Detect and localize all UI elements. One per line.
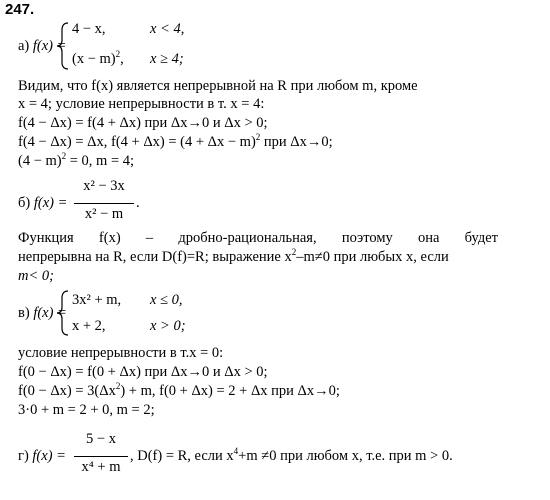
part-a-line-5-main: (4 − m) xyxy=(18,153,62,169)
part-b-text-2-exponent: 2 xyxy=(291,247,297,257)
part-a-line-3: f(4 − Δx) = f(4 + Δx) при Δx→0 и Δx > 0; xyxy=(18,115,268,131)
part-g-denominator: x⁴ + m xyxy=(81,459,121,475)
part-a-brace xyxy=(56,22,70,70)
part-v-line-2: f(0 − Δx) = f(0 + Δx) при Δx→0 и Δx > 0; xyxy=(18,364,268,380)
part-a-case2-comma: , xyxy=(120,51,124,67)
part-v-text-1: условие непрерывности в т.x = 0: xyxy=(18,345,224,361)
part-a-case1-expression: 4 − x, xyxy=(72,21,106,37)
part-v-brace xyxy=(56,290,70,336)
part-a-line-4-exponent: 2 xyxy=(255,132,261,142)
part-a-case2-condition: x ≥ 4; xyxy=(150,51,184,67)
part-a-line-5-tail: = 0, m = 4; xyxy=(66,153,135,169)
part-v-line-3-exponent: 2 xyxy=(115,381,121,391)
part-g-heading xyxy=(18,448,66,465)
part-g-domain-exponent: 4 xyxy=(233,446,239,456)
part-b-period: . xyxy=(136,195,140,211)
part-g-function: f(x) = xyxy=(32,448,66,464)
part-a-function: f(x) = xyxy=(32,38,67,54)
part-v-line-3-tail: ) + m, f(0 + Δx) = 2 + Δx при Δx→0; xyxy=(120,383,340,399)
part-b-function: f(x) = xyxy=(33,195,68,211)
part-v-case2-expression: x + 2, xyxy=(72,318,106,334)
part-b-text-2-tail: –m≠0 при любых x, если xyxy=(296,249,449,265)
part-g-domain-text xyxy=(130,448,453,465)
part-g-domain-main: , D(f) = R, если x xyxy=(130,448,234,464)
part-a-line-5 xyxy=(18,153,134,170)
problem-number: 247. xyxy=(5,1,35,18)
part-a-case2-base: (x − m) xyxy=(72,51,116,67)
part-a-case1-condition: x < 4, xyxy=(150,21,185,37)
part-g-label: г) xyxy=(18,448,33,464)
part-b-text-1: Функция f(x) – дробно-рациональная, поэтому она будет xyxy=(18,230,498,246)
part-v-label: в) xyxy=(18,305,34,321)
part-a-case2-expression xyxy=(72,51,124,68)
part-b-text-2-main: непрерывна на R, если D(f)=R; выражение x xyxy=(18,249,292,265)
part-b-denominator: x² − m xyxy=(84,206,124,222)
part-v-case1-expression: 3x² + m, xyxy=(72,292,122,308)
part-a-text-2: x = 4; условие непрерывности в т. x = 4: xyxy=(18,96,265,112)
part-v-line-3-main: f(0 − Δx) = 3(Δx xyxy=(18,383,116,399)
part-b-heading xyxy=(18,195,67,212)
part-a-line-4-tail: при Δx→0; xyxy=(260,134,333,150)
part-b-text-3: m< 0; xyxy=(18,268,54,284)
part-b-numerator: x² − 3x xyxy=(83,178,125,194)
part-g-domain-tail: +m ≠0 при любом x, т.е. при m > 0. xyxy=(238,448,453,464)
part-g-fraction-bar xyxy=(74,456,128,457)
part-g-numerator: 5 − x xyxy=(86,431,116,447)
part-v-case1-condition: x ≤ 0, xyxy=(150,292,183,308)
part-v-case2-condition: x > 0; xyxy=(150,318,186,334)
part-b-label: б) xyxy=(18,195,34,211)
part-a-line-5-exponent: 2 xyxy=(61,151,67,161)
part-b-text-2 xyxy=(18,249,449,266)
part-a-case2-exponent: 2 xyxy=(115,49,121,59)
part-a-line-4 xyxy=(18,134,333,151)
part-v-function: f(x) = xyxy=(33,305,67,321)
part-a-text-1: Видим, что f(x) является непрерывной на R при любом m, кроме xyxy=(18,78,418,94)
part-v-line-4: 3·0 + m = 2 + 0, m = 2; xyxy=(18,402,155,418)
part-b-fraction-bar xyxy=(74,203,134,204)
part-v-line-3 xyxy=(18,383,340,400)
part-a-line-4-main: f(4 − Δx) = Δx, f(4 + Δx) = (4 + Δx − m) xyxy=(18,134,256,150)
part-a-label: а) xyxy=(18,38,33,54)
